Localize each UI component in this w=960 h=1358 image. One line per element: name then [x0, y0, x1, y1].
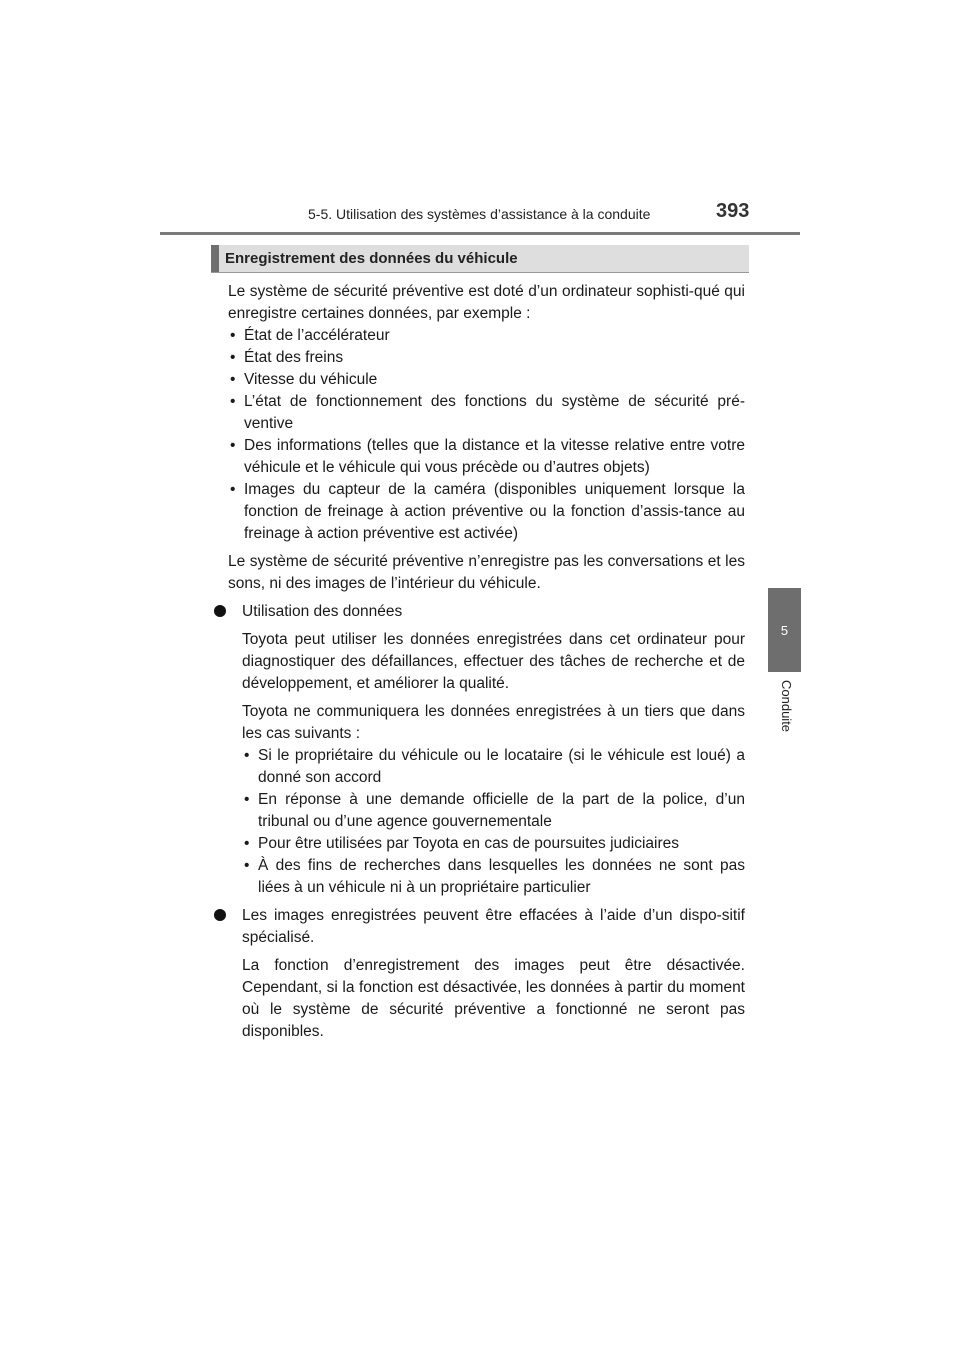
list-item: • Si le propriétaire du véhicule ou le locataire (si le véhicule est loué) a donné son accord [242, 745, 745, 789]
bullet-dot-icon [214, 909, 226, 921]
chapter-label: Conduite [779, 680, 794, 733]
body-content [228, 281, 745, 1043]
usage-heading [228, 601, 745, 623]
list-item: • En réponse à une demande officielle de la part de la police, d’un tribunal ou d’une agence gouvernementale [242, 789, 745, 833]
list-item: • Pour être utilisées par Toyota en cas de poursuites judiciaires [242, 833, 745, 855]
sharing-paragraph: Toyota ne communiquera les données enregistrées à un tiers que dans les cas suivants : [242, 703, 745, 742]
list-item: • Images du capteur de la caméra (disponibles uniquement lorsque la fonction de freinage à action préventive ou la fonction d’assis-tance au freinage à action préventive est activée) [228, 479, 745, 545]
list-item: • L’état de fonctionnement des fonctions du système de sécurité pré-ventive [228, 391, 745, 435]
chapter-tab [768, 588, 801, 672]
section-heading-bar [211, 245, 749, 273]
usage-heading-text: Utilisation des données [242, 603, 403, 620]
list-item: • À des fins de recherches dans lesquelles les données ne sont pas liées à un véhicule ni à un propriétaire particulier [242, 855, 745, 899]
list-item: • État de l’accélérateur [228, 325, 745, 347]
erase-heading-text: Les images enregistrées peuvent être effacées à l’aide d’un dispo-sitif spécialisé. [242, 907, 745, 946]
no-record-note: Le système de sécurité préventive n’enregistre pas les conversations et les sons, ni des images de l’intérieur du véhicule. [228, 553, 745, 592]
erase-paragraph: La fonction d’enregistrement des images peut être désactivée. Cependant, si la fonction est désactivée, les données à partir du moment où le système de sécurité préventive a fonctionné ne seront pas disponibles. [242, 957, 745, 1040]
page-number: 393 [716, 200, 750, 222]
sharing-cases-list [242, 745, 745, 899]
section-title: Enregistrement des données du véhicule [225, 250, 518, 267]
recorded-items-list [228, 325, 745, 545]
list-item: • État des freins [228, 347, 745, 369]
chapter-number: 5 [780, 622, 789, 638]
running-header: 5-5. Utilisation des systèmes d’assistance à la conduite [308, 206, 651, 222]
usage-paragraph: Toyota peut utiliser les données enregistrées dans cet ordinateur pour diagnostiquer des défaillances, effectuer des tâches de recherche et de développement, et améliorer la qualité. [242, 631, 745, 692]
erase-heading [228, 905, 745, 949]
list-item: • Des informations (telles que la distance et la vitesse relative entre votre véhicule et le véhicule qui vous précède ou d’autres objets) [228, 435, 745, 479]
list-item: • Vitesse du véhicule [228, 369, 745, 391]
intro-paragraph: Le système de sécurité préventive est doté d’un ordinateur sophisti-qué qui enregistre certaines données, par exemple : [228, 283, 745, 322]
bullet-dot-icon [214, 605, 226, 617]
header-divider [160, 232, 800, 235]
